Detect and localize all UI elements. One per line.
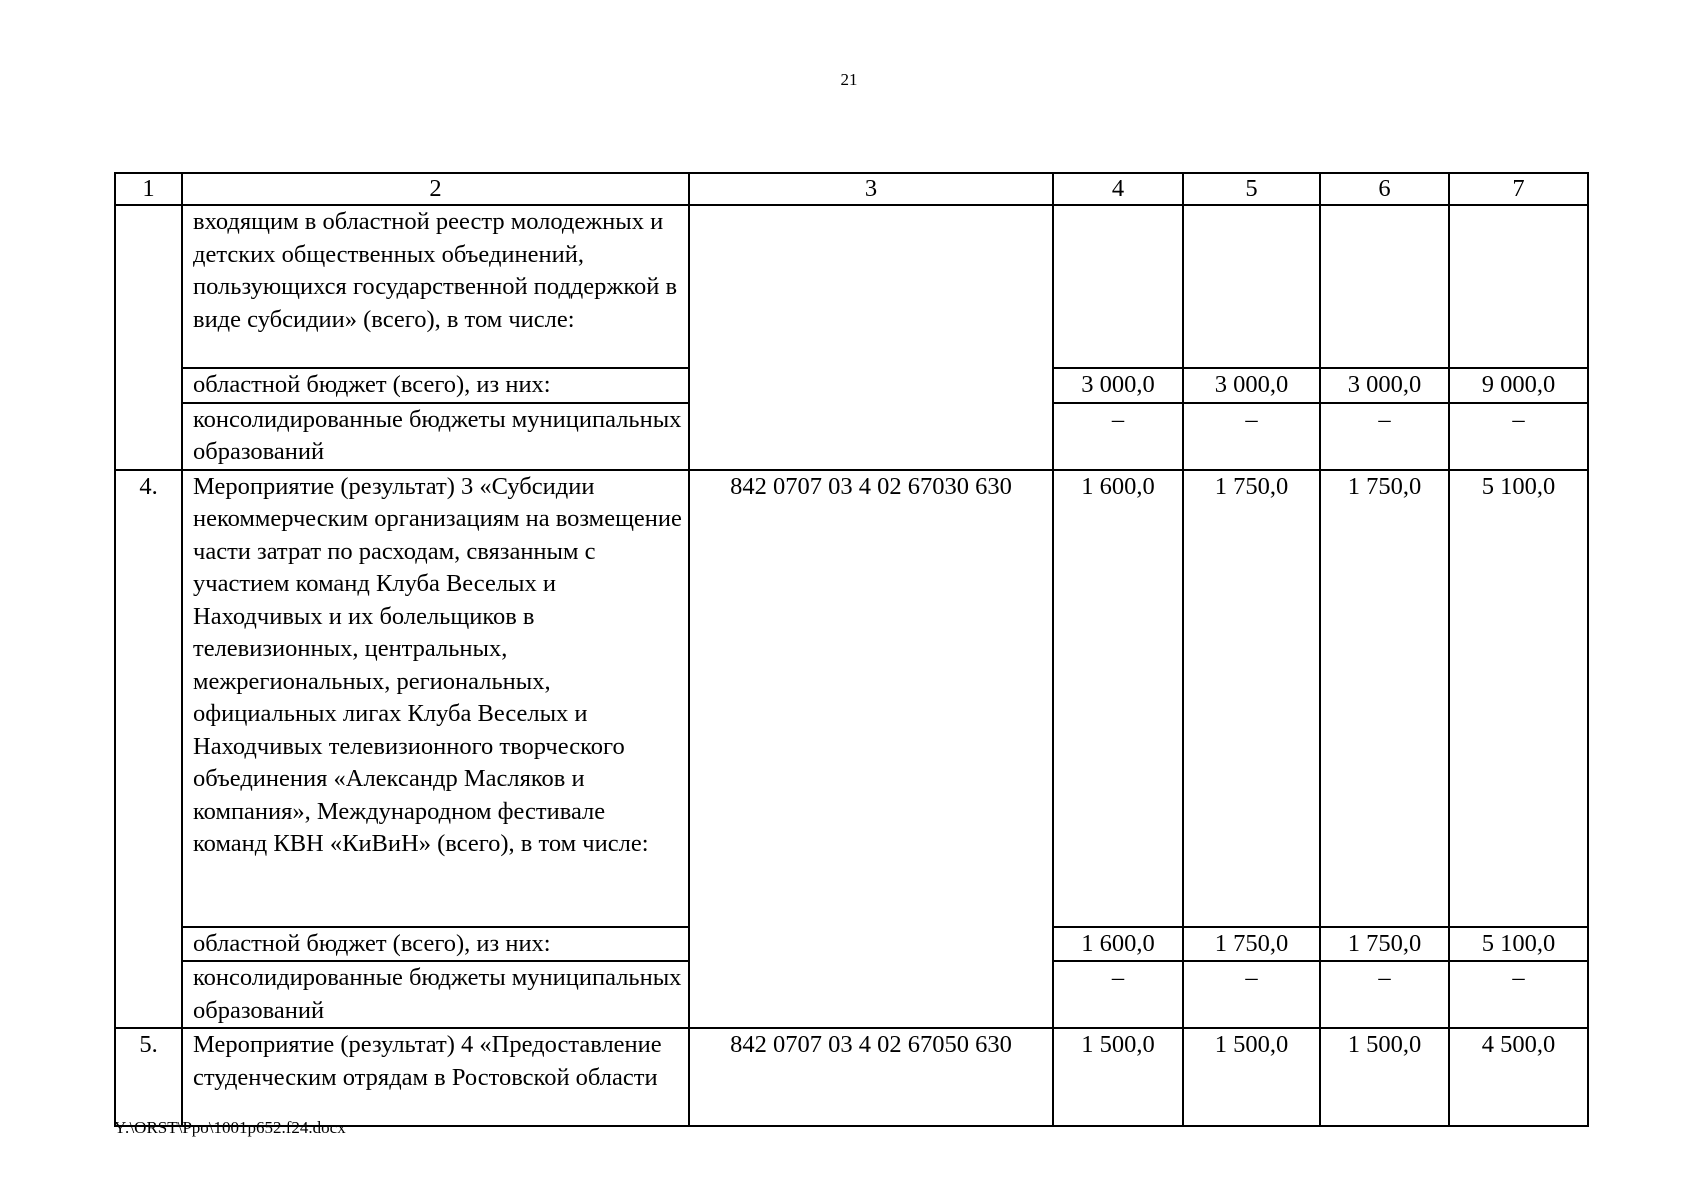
budget-code-cell: 842 0707 03 4 02 67030 630	[689, 470, 1053, 1029]
value-cell: –	[1320, 403, 1449, 470]
header-cell: 1	[115, 173, 182, 205]
value-cell: 1 750,0	[1183, 470, 1320, 927]
header-cell: 7	[1449, 173, 1588, 205]
value-cell: 3 000,0	[1053, 368, 1183, 403]
header-cell: 3	[689, 173, 1053, 205]
budget-code-cell: 842 0707 03 4 02 67050 630	[689, 1028, 1053, 1126]
value-cell: 1 500,0	[1320, 1028, 1449, 1126]
value-cell: 1 600,0	[1053, 927, 1183, 962]
value-cell: 5 100,0	[1449, 927, 1588, 962]
document-file-path: Y:\ORST\Ppo\1001p652.f24.docx	[114, 1118, 346, 1137]
row-number-cell: 5.	[115, 1028, 182, 1126]
budget-code-cell	[689, 205, 1053, 470]
value-cell: 4 500,0	[1449, 1028, 1588, 1126]
value-cell: –	[1183, 961, 1320, 1028]
table-row	[115, 205, 1588, 368]
value-cell: 5 100,0	[1449, 470, 1588, 927]
row-number-cell: 4.	[115, 470, 182, 1029]
item-name-cell: входящим в областной реестр молодежных и детских общественных объединений, пользующихся государственной поддержкой в виде субсидии» (всего), в том числе:	[182, 205, 689, 368]
budget-table	[114, 172, 1589, 1127]
value-cell: 1 500,0	[1053, 1028, 1183, 1126]
item-name-cell: Мероприятие (результат) 3 «Субсидии некоммерческим организациям на возмещение части затрат по расходам, связанным с участием команд Клуба Веселых и Находчивых и их болельщиков в телевизионных, центральных, межрегиональных, региональных, официальных лигах Клуба Веселых и Находчивых телевизионного творческого объединения «Александр Масляков и компания», Международном фестивале команд КВН «КиВиН» (всего), в том числе:	[182, 470, 689, 927]
value-cell	[1449, 205, 1588, 368]
value-cell: 3 000,0	[1320, 368, 1449, 403]
value-cell: –	[1183, 403, 1320, 470]
value-cell: 1 750,0	[1183, 927, 1320, 962]
value-cell: –	[1449, 403, 1588, 470]
value-cell: 1 750,0	[1320, 927, 1449, 962]
value-cell	[1053, 205, 1183, 368]
table-header-row	[115, 173, 1588, 205]
table-row	[115, 1028, 1588, 1126]
value-cell: 1 500,0	[1183, 1028, 1320, 1126]
regional-budget-label: областной бюджет (всего), из них:	[182, 368, 689, 403]
header-cell: 5	[1183, 173, 1320, 205]
value-cell: –	[1053, 961, 1183, 1028]
page-number: 21	[840, 70, 858, 89]
header-cell: 6	[1320, 173, 1449, 205]
value-cell	[1183, 205, 1320, 368]
header-cell: 4	[1053, 173, 1183, 205]
value-cell	[1320, 205, 1449, 368]
value-cell: –	[1449, 961, 1588, 1028]
value-cell: 1 600,0	[1053, 470, 1183, 927]
regional-budget-label: областной бюджет (всего), из них:	[182, 927, 689, 962]
item-name-cell: Мероприятие (результат) 4 «Предоставление студенческим отрядам в Ростовской области	[182, 1028, 689, 1126]
header-cell: 2	[182, 173, 689, 205]
value-cell: 9 000,0	[1449, 368, 1588, 403]
municipal-budget-label: консолидированные бюджеты муниципальных образований	[182, 403, 689, 470]
value-cell: –	[1053, 403, 1183, 470]
table-row	[115, 470, 1588, 927]
value-cell: 3 000,0	[1183, 368, 1320, 403]
value-cell: 1 750,0	[1320, 470, 1449, 927]
municipal-budget-label: консолидированные бюджеты муниципальных образований	[182, 961, 689, 1028]
row-number-cell	[115, 205, 182, 470]
value-cell: –	[1320, 961, 1449, 1028]
